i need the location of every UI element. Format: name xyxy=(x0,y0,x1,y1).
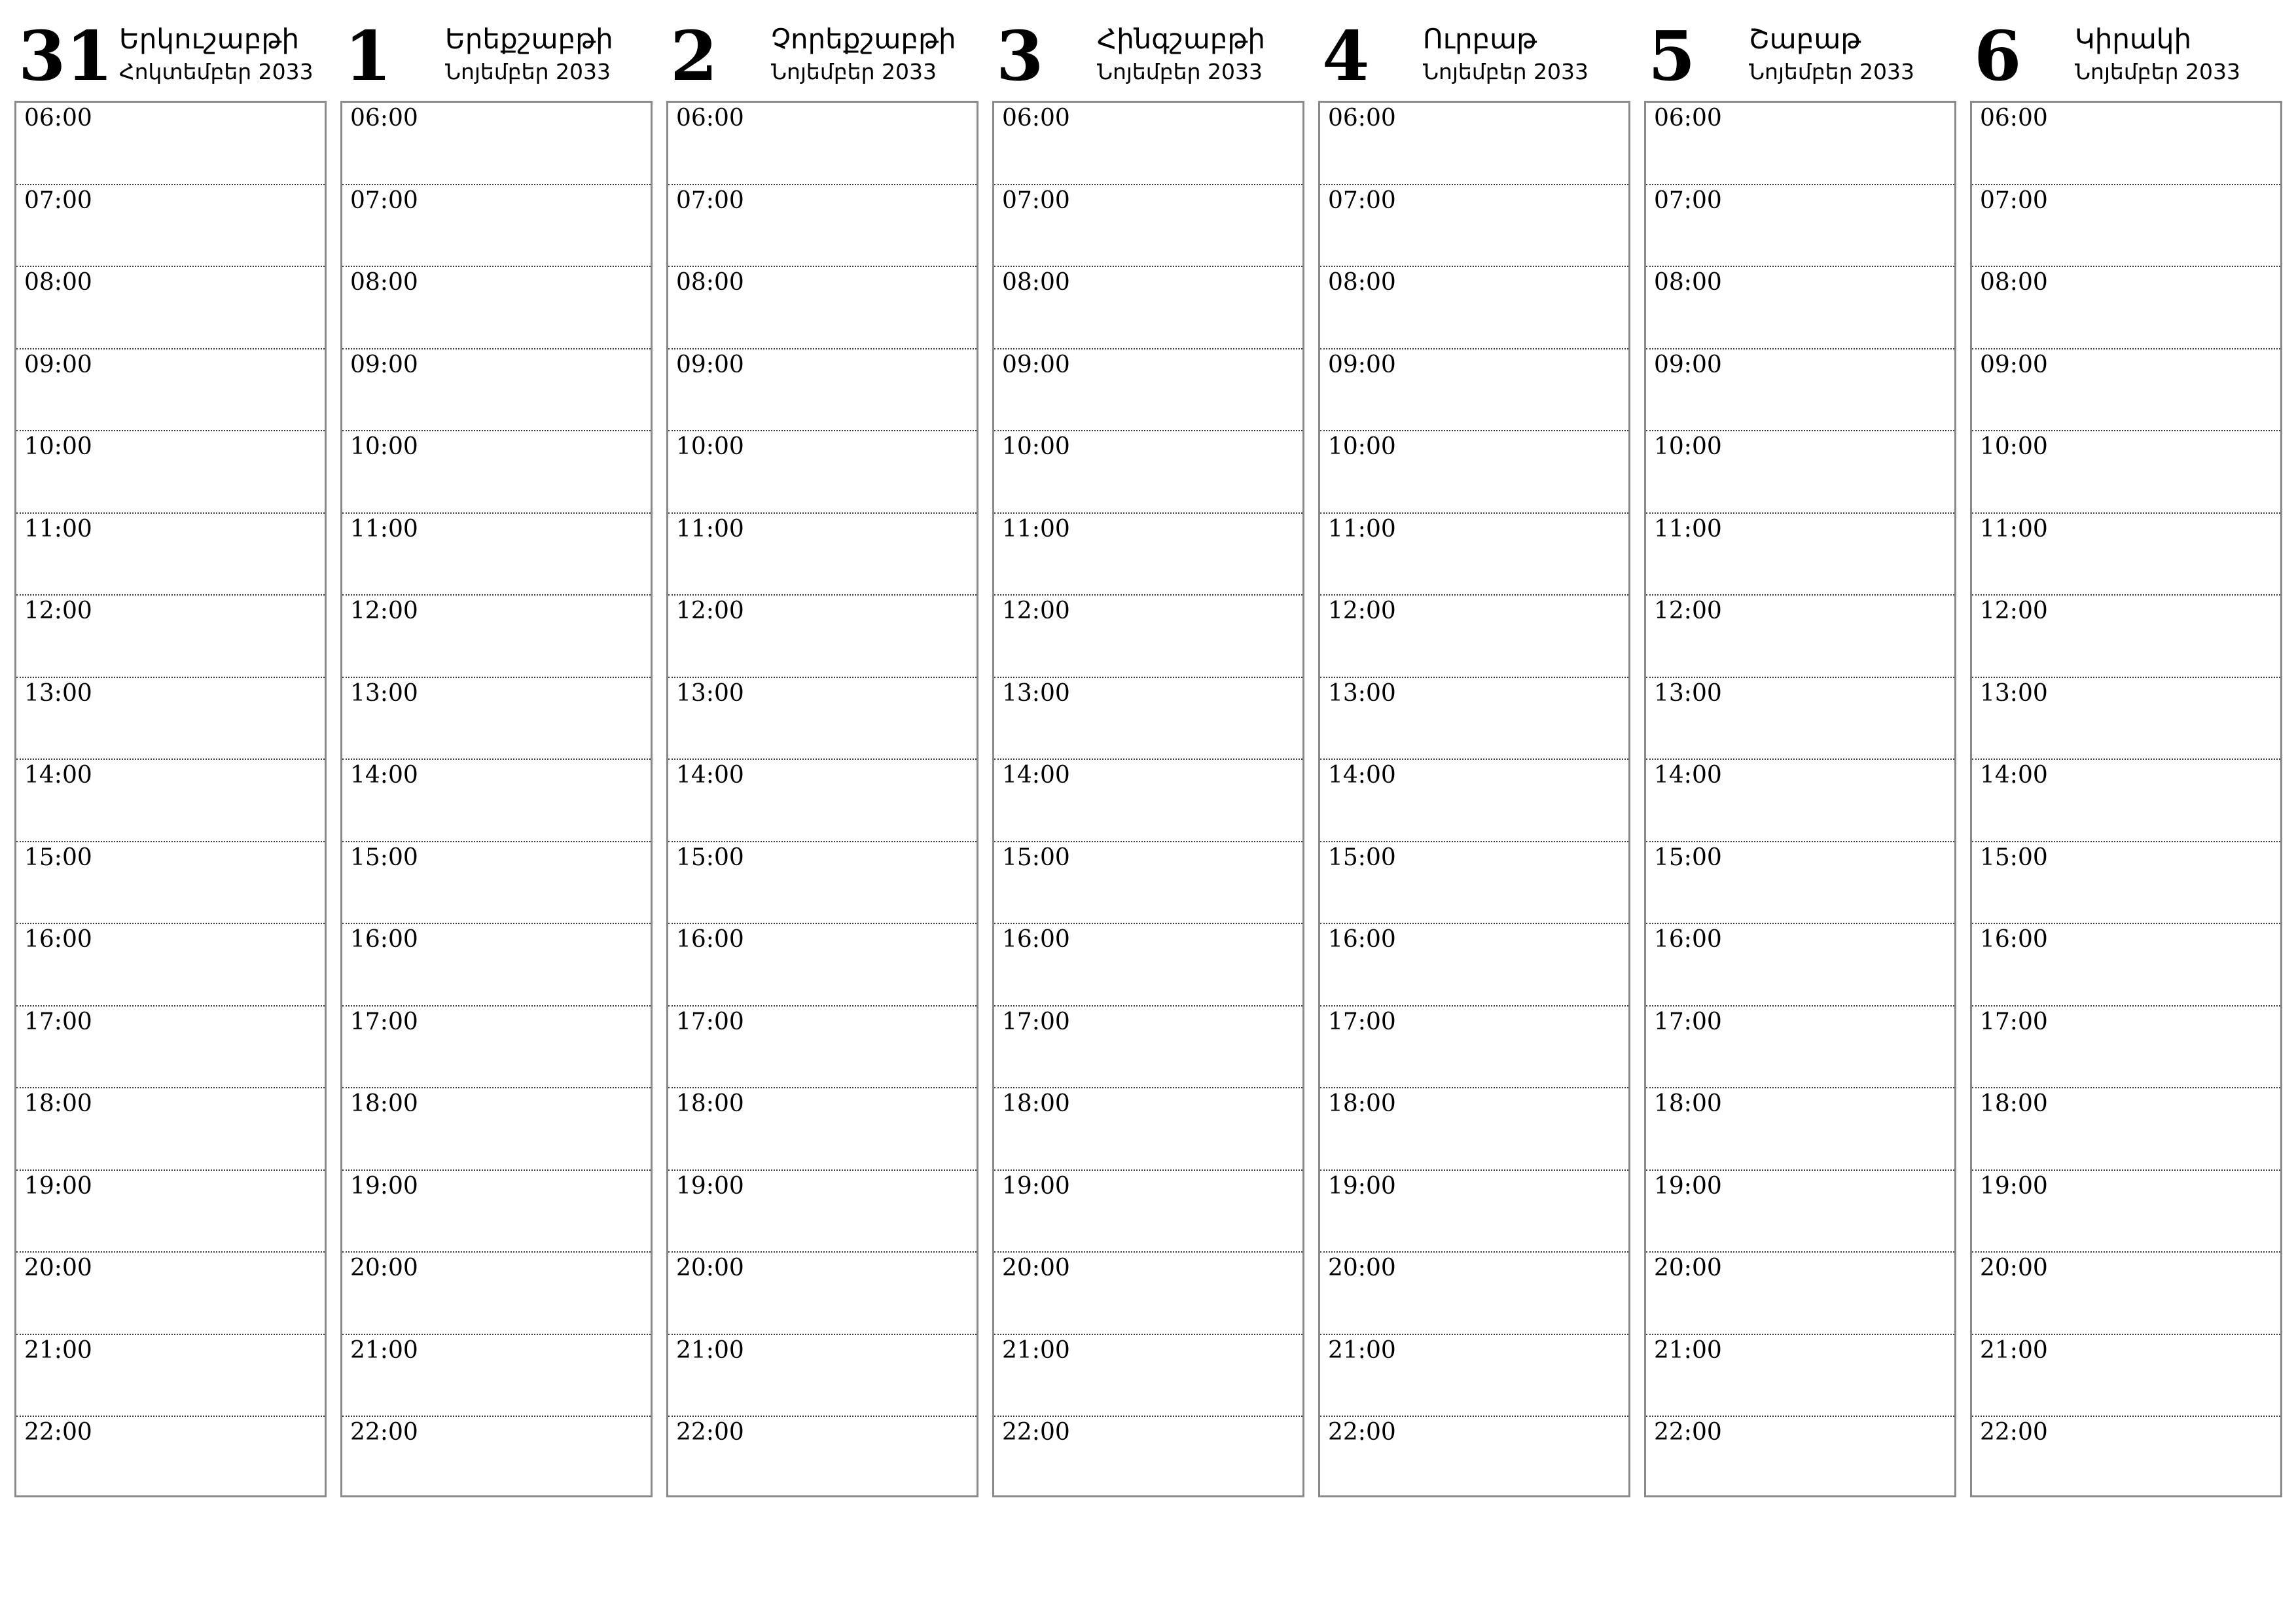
time-slot xyxy=(994,514,1302,596)
day-name: Երեքշաբթի xyxy=(445,23,613,55)
time-slot xyxy=(16,431,325,514)
time-slot xyxy=(1320,924,1628,1007)
time-label: 08:00 xyxy=(676,269,744,296)
time-slot xyxy=(342,842,651,925)
day-schedule-box xyxy=(14,101,327,1497)
day-number: 4 xyxy=(1322,16,1370,96)
time-label: 12:00 xyxy=(1328,597,1396,624)
time-label: 10:00 xyxy=(676,433,744,460)
time-slot xyxy=(668,596,977,678)
time-label: 06:00 xyxy=(24,105,92,132)
day-column xyxy=(340,16,653,1497)
time-label: 19:00 xyxy=(350,1172,418,1200)
time-slot xyxy=(1320,514,1628,596)
day-name: Շաբաթ xyxy=(1749,23,1861,55)
time-label: 10:00 xyxy=(1328,433,1396,460)
day-month-year: Հոկտեմբեր 2033 xyxy=(119,59,314,84)
time-label: 18:00 xyxy=(1980,1090,2048,1117)
time-label: 13:00 xyxy=(1980,679,2048,707)
time-slot xyxy=(16,1007,325,1089)
day-month-year: Նոյեմբեր 2033 xyxy=(2075,59,2240,84)
time-slot xyxy=(994,1171,1302,1253)
time-slot xyxy=(1972,267,2280,349)
time-slot xyxy=(1972,103,2280,185)
time-label: 18:00 xyxy=(1328,1090,1396,1117)
time-label: 22:00 xyxy=(1002,1419,1070,1446)
time-label: 10:00 xyxy=(1980,433,2048,460)
day-header xyxy=(340,16,653,101)
time-label: 08:00 xyxy=(1980,269,2048,296)
time-slot xyxy=(668,1335,977,1418)
time-slot xyxy=(994,103,1302,185)
time-slot xyxy=(1646,1253,1954,1335)
time-label: 12:00 xyxy=(1654,597,1722,624)
day-schedule-box xyxy=(1970,101,2282,1497)
time-slot xyxy=(342,1088,651,1171)
day-header xyxy=(992,16,1304,101)
day-number: 2 xyxy=(670,16,718,96)
time-slot xyxy=(1320,1088,1628,1171)
time-slot xyxy=(1972,349,2280,432)
day-header xyxy=(1318,16,1630,101)
time-label: 16:00 xyxy=(1654,926,1722,953)
time-label: 11:00 xyxy=(1328,515,1396,543)
time-label: 17:00 xyxy=(24,1008,92,1035)
time-slot xyxy=(668,1088,977,1171)
day-schedule-box xyxy=(1318,101,1630,1497)
time-slot xyxy=(1646,1335,1954,1418)
time-slot xyxy=(994,760,1302,842)
time-slot xyxy=(1972,185,2280,268)
time-label: 09:00 xyxy=(350,351,418,378)
time-label: 22:00 xyxy=(676,1419,744,1446)
time-label: 20:00 xyxy=(676,1255,744,1281)
time-label: 22:00 xyxy=(1654,1419,1722,1446)
time-label: 11:00 xyxy=(1654,515,1722,543)
time-slot xyxy=(16,267,325,349)
time-label: 19:00 xyxy=(1328,1172,1396,1200)
time-slot xyxy=(1646,349,1954,432)
time-slot xyxy=(1646,1007,1954,1089)
time-label: 12:00 xyxy=(1002,597,1070,624)
time-slot xyxy=(1646,596,1954,678)
time-label: 07:00 xyxy=(1980,187,2048,214)
time-slot xyxy=(994,267,1302,349)
time-slot xyxy=(668,1253,977,1335)
time-slot xyxy=(16,1253,325,1335)
time-label: 16:00 xyxy=(676,926,744,953)
time-label: 06:00 xyxy=(1654,105,1722,132)
time-slot xyxy=(1646,431,1954,514)
time-label: 15:00 xyxy=(1328,844,1396,871)
time-slot xyxy=(1320,431,1628,514)
time-slot xyxy=(1320,678,1628,760)
day-name: Չորեքշաբթի xyxy=(771,23,956,55)
time-slot xyxy=(1972,596,2280,678)
day-column xyxy=(1318,16,1630,1497)
time-slot xyxy=(16,185,325,268)
day-name: Երկուշաբթի xyxy=(119,23,299,55)
time-label: 06:00 xyxy=(1002,105,1070,132)
day-month-year: Նոյեմբեր 2033 xyxy=(1423,59,1588,84)
time-slot xyxy=(668,103,977,185)
time-label: 20:00 xyxy=(1980,1255,2048,1281)
time-label: 19:00 xyxy=(676,1172,744,1200)
day-header xyxy=(666,16,978,101)
time-slot xyxy=(1972,1007,2280,1089)
time-label: 07:00 xyxy=(676,187,744,214)
time-label: 08:00 xyxy=(1654,269,1722,296)
time-slot xyxy=(342,678,651,760)
time-slot xyxy=(1320,1253,1628,1335)
time-label: 13:00 xyxy=(1002,679,1070,707)
time-slot xyxy=(668,678,977,760)
time-slot xyxy=(994,1335,1302,1418)
time-slot xyxy=(342,596,651,678)
time-label: 19:00 xyxy=(1002,1172,1070,1200)
time-slot xyxy=(342,1335,651,1418)
weekly-planner xyxy=(14,16,2283,1497)
time-label: 16:00 xyxy=(24,926,92,953)
time-slot xyxy=(1320,1007,1628,1089)
time-slot xyxy=(16,514,325,596)
time-slot xyxy=(668,842,977,925)
time-label: 08:00 xyxy=(350,269,418,296)
time-label: 17:00 xyxy=(676,1008,744,1035)
time-label: 18:00 xyxy=(1002,1090,1070,1117)
time-slot xyxy=(668,431,977,514)
time-label: 16:00 xyxy=(350,926,418,953)
time-slot xyxy=(342,514,651,596)
time-slot xyxy=(16,1417,325,1499)
time-slot xyxy=(1646,185,1954,268)
time-slot xyxy=(668,924,977,1007)
day-column xyxy=(992,16,1304,1497)
time-slot xyxy=(1646,514,1954,596)
day-month-year: Նոյեմբեր 2033 xyxy=(1749,59,1914,84)
time-slot xyxy=(342,1171,651,1253)
day-column xyxy=(666,16,978,1497)
time-label: 20:00 xyxy=(1654,1255,1722,1281)
time-slot xyxy=(668,267,977,349)
time-slot xyxy=(994,924,1302,1007)
time-slot xyxy=(1646,1171,1954,1253)
time-label: 09:00 xyxy=(1328,351,1396,378)
time-label: 17:00 xyxy=(1654,1008,1722,1035)
time-slot xyxy=(1320,267,1628,349)
day-schedule-box xyxy=(1644,101,1956,1497)
time-label: 10:00 xyxy=(1002,433,1070,460)
time-label: 11:00 xyxy=(676,515,744,543)
time-label: 10:00 xyxy=(1654,433,1722,460)
time-slot xyxy=(342,349,651,432)
day-number: 6 xyxy=(1974,16,2022,96)
time-label: 18:00 xyxy=(676,1090,744,1117)
time-label: 14:00 xyxy=(1328,762,1396,789)
time-slot xyxy=(1972,431,2280,514)
time-label: 06:00 xyxy=(676,105,744,132)
time-label: 14:00 xyxy=(1002,762,1070,789)
time-slot xyxy=(1320,1417,1628,1499)
day-month-year: Նոյեմբեր 2033 xyxy=(771,59,937,84)
time-slot xyxy=(1646,1088,1954,1171)
time-slot xyxy=(994,185,1302,268)
time-slot xyxy=(1972,678,2280,760)
time-slot xyxy=(994,1007,1302,1089)
time-slot xyxy=(1646,103,1954,185)
time-slot xyxy=(16,1335,325,1418)
time-label: 15:00 xyxy=(676,844,744,871)
time-slot xyxy=(1320,1171,1628,1253)
day-column xyxy=(1644,16,1956,1497)
time-label: 07:00 xyxy=(1654,187,1722,214)
time-label: 22:00 xyxy=(24,1419,92,1446)
time-label: 17:00 xyxy=(1002,1008,1070,1035)
time-label: 19:00 xyxy=(1980,1172,2048,1200)
time-label: 21:00 xyxy=(1002,1336,1070,1364)
time-slot xyxy=(668,1171,977,1253)
time-slot xyxy=(1646,1417,1954,1499)
time-slot xyxy=(668,1007,977,1089)
time-label: 07:00 xyxy=(24,187,92,214)
time-slot xyxy=(1320,760,1628,842)
time-label: 22:00 xyxy=(1980,1419,2048,1446)
time-label: 08:00 xyxy=(1328,269,1396,296)
time-slot xyxy=(1320,596,1628,678)
time-slot xyxy=(1320,103,1628,185)
time-slot xyxy=(994,596,1302,678)
time-slot xyxy=(342,267,651,349)
time-label: 08:00 xyxy=(24,269,92,296)
time-slot xyxy=(342,1007,651,1089)
time-label: 10:00 xyxy=(350,433,418,460)
time-label: 21:00 xyxy=(350,1336,418,1364)
time-slot xyxy=(342,103,651,185)
day-schedule-box xyxy=(340,101,653,1497)
time-slot xyxy=(16,349,325,432)
time-label: 15:00 xyxy=(1002,844,1070,871)
time-label: 11:00 xyxy=(350,515,418,543)
time-label: 07:00 xyxy=(1002,187,1070,214)
time-label: 16:00 xyxy=(1328,926,1396,953)
day-number: 3 xyxy=(996,16,1044,96)
time-label: 09:00 xyxy=(1980,351,2048,378)
day-schedule-box xyxy=(992,101,1304,1497)
time-label: 20:00 xyxy=(1328,1255,1396,1281)
time-label: 15:00 xyxy=(350,844,418,871)
time-slot xyxy=(668,349,977,432)
time-label: 20:00 xyxy=(24,1255,92,1281)
time-label: 09:00 xyxy=(1654,351,1722,378)
time-label: 22:00 xyxy=(1328,1419,1396,1446)
day-column xyxy=(14,16,327,1497)
day-name: Հինգշաբթի xyxy=(1097,23,1266,55)
day-number: 5 xyxy=(1648,16,1696,96)
time-slot xyxy=(668,760,977,842)
time-label: 14:00 xyxy=(24,762,92,789)
time-label: 18:00 xyxy=(1654,1090,1722,1117)
time-slot xyxy=(16,1088,325,1171)
time-label: 07:00 xyxy=(1328,187,1396,214)
day-name: Կիրակի xyxy=(2075,23,2192,55)
time-slot xyxy=(342,431,651,514)
time-label: 06:00 xyxy=(1980,105,2048,132)
time-slot xyxy=(1972,1088,2280,1171)
time-label: 21:00 xyxy=(1980,1336,2048,1364)
time-label: 14:00 xyxy=(1654,762,1722,789)
time-slot xyxy=(994,1088,1302,1171)
time-label: 06:00 xyxy=(1328,105,1396,132)
time-slot xyxy=(1972,1335,2280,1418)
time-slot xyxy=(668,185,977,268)
time-label: 12:00 xyxy=(1980,597,2048,624)
time-label: 22:00 xyxy=(350,1419,418,1446)
day-number: 31 xyxy=(18,16,113,96)
time-label: 13:00 xyxy=(350,679,418,707)
time-label: 10:00 xyxy=(24,433,92,460)
time-label: 21:00 xyxy=(676,1336,744,1364)
day-header xyxy=(14,16,327,101)
time-slot xyxy=(1972,760,2280,842)
time-label: 17:00 xyxy=(1980,1008,2048,1035)
time-label: 18:00 xyxy=(350,1090,418,1117)
time-label: 17:00 xyxy=(1328,1008,1396,1035)
time-label: 20:00 xyxy=(350,1255,418,1281)
time-label: 07:00 xyxy=(350,187,418,214)
time-slot xyxy=(16,760,325,842)
time-label: 12:00 xyxy=(676,597,744,624)
time-slot xyxy=(994,431,1302,514)
time-slot xyxy=(994,842,1302,925)
time-label: 15:00 xyxy=(24,844,92,871)
day-month-year: Նոյեմբեր 2033 xyxy=(1097,59,1263,84)
time-label: 14:00 xyxy=(350,762,418,789)
time-slot xyxy=(1972,1171,2280,1253)
time-slot xyxy=(994,678,1302,760)
time-label: 19:00 xyxy=(1654,1172,1722,1200)
time-label: 09:00 xyxy=(1002,351,1070,378)
time-slot xyxy=(668,514,977,596)
time-slot xyxy=(1320,185,1628,268)
time-label: 09:00 xyxy=(24,351,92,378)
time-label: 13:00 xyxy=(1328,679,1396,707)
time-slot xyxy=(16,924,325,1007)
time-slot xyxy=(994,349,1302,432)
time-slot xyxy=(1972,514,2280,596)
day-schedule-box xyxy=(666,101,978,1497)
time-label: 18:00 xyxy=(24,1090,92,1117)
time-slot xyxy=(342,1253,651,1335)
time-label: 15:00 xyxy=(1980,844,2048,871)
day-column xyxy=(1970,16,2282,1497)
time-label: 21:00 xyxy=(1654,1336,1722,1364)
time-slot xyxy=(1972,842,2280,925)
time-label: 09:00 xyxy=(676,351,744,378)
time-label: 11:00 xyxy=(1002,515,1070,543)
time-slot xyxy=(994,1253,1302,1335)
day-number: 1 xyxy=(344,16,392,96)
time-label: 19:00 xyxy=(24,1172,92,1200)
time-slot xyxy=(1972,1417,2280,1499)
time-slot xyxy=(342,185,651,268)
time-slot xyxy=(16,1171,325,1253)
time-label: 12:00 xyxy=(350,597,418,624)
time-slot xyxy=(1646,267,1954,349)
day-header xyxy=(1970,16,2282,101)
time-slot xyxy=(1320,842,1628,925)
time-slot xyxy=(1646,842,1954,925)
time-slot xyxy=(1320,1335,1628,1418)
time-slot xyxy=(342,760,651,842)
time-slot xyxy=(668,1417,977,1499)
time-label: 08:00 xyxy=(1002,269,1070,296)
time-label: 06:00 xyxy=(350,105,418,132)
day-header xyxy=(1644,16,1956,101)
time-label: 13:00 xyxy=(24,679,92,707)
time-label: 11:00 xyxy=(24,515,92,543)
day-month-year: Նոյեմբեր 2033 xyxy=(445,59,611,84)
time-label: 20:00 xyxy=(1002,1255,1070,1281)
time-label: 17:00 xyxy=(350,1008,418,1035)
time-label: 13:00 xyxy=(676,679,744,707)
time-slot xyxy=(1646,924,1954,1007)
time-slot xyxy=(16,103,325,185)
time-label: 21:00 xyxy=(24,1336,92,1364)
day-name: Ուրբաթ xyxy=(1423,23,1537,55)
time-slot xyxy=(1646,760,1954,842)
time-label: 15:00 xyxy=(1654,844,1722,871)
time-slot xyxy=(16,842,325,925)
time-label: 16:00 xyxy=(1002,926,1070,953)
time-slot xyxy=(16,596,325,678)
time-slot xyxy=(342,1417,651,1499)
time-slot xyxy=(1972,924,2280,1007)
time-label: 21:00 xyxy=(1328,1336,1396,1364)
time-slot xyxy=(342,924,651,1007)
time-slot xyxy=(16,678,325,760)
time-slot xyxy=(1646,678,1954,760)
time-slot xyxy=(994,1417,1302,1499)
time-slot xyxy=(1320,349,1628,432)
time-label: 11:00 xyxy=(1980,515,2048,543)
time-label: 14:00 xyxy=(676,762,744,789)
time-label: 13:00 xyxy=(1654,679,1722,707)
time-label: 16:00 xyxy=(1980,926,2048,953)
time-label: 14:00 xyxy=(1980,762,2048,789)
time-label: 12:00 xyxy=(24,597,92,624)
time-slot xyxy=(1972,1253,2280,1335)
